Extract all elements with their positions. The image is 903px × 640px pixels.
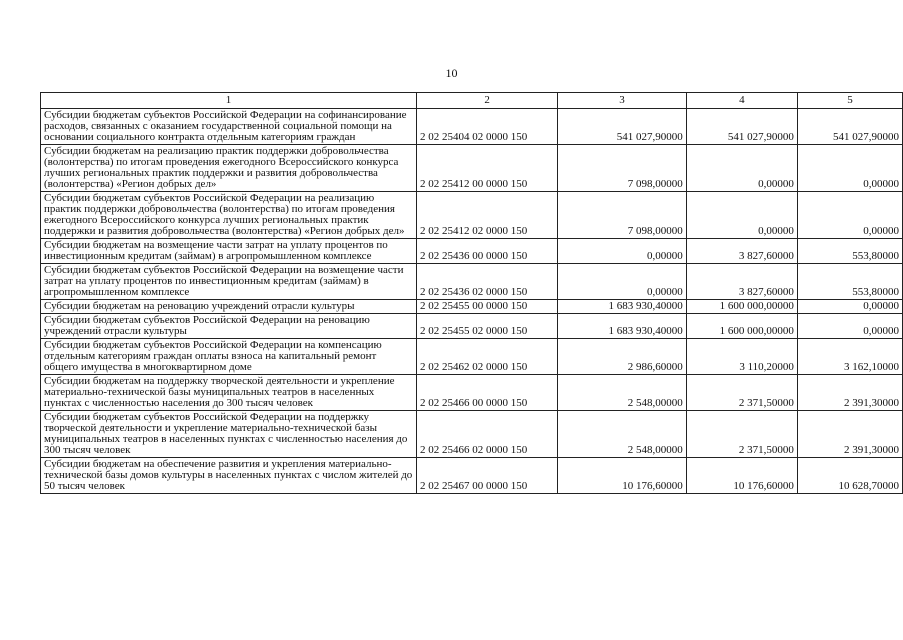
column-header-2: 2 <box>416 93 557 109</box>
row-value-5: 2 391,30000 <box>797 411 902 458</box>
row-name: Субсидии бюджетам субъектов Российской Федерации на реновацию учреждений отрасли культуры <box>41 314 417 339</box>
row-value-3: 1 683 930,40000 <box>558 314 687 339</box>
table-row <box>41 109 903 145</box>
table-row <box>41 300 903 314</box>
row-value-3: 7 098,00000 <box>558 192 687 239</box>
row-code: 2 02 25412 00 0000 150 <box>416 145 557 192</box>
row-name: Субсидии бюджетам субъектов Российской Федерации на софинансирование расходов, связанных с оказанием государственной социальной помощи на основании социального контракта отдельным категориям граждан <box>41 109 417 145</box>
row-value-3: 2 548,00000 <box>558 375 687 411</box>
row-code: 2 02 25466 00 0000 150 <box>416 375 557 411</box>
row-value-5: 0,00000 <box>797 300 902 314</box>
row-value-5: 10 628,70000 <box>797 458 902 494</box>
row-value-5: 0,00000 <box>797 192 902 239</box>
row-value-3: 7 098,00000 <box>558 145 687 192</box>
header-row <box>41 93 903 109</box>
row-value-4: 2 371,50000 <box>686 375 797 411</box>
row-name: Субсидии бюджетам субъектов Российской Федерации на поддержку творческой деятельности и укрепление материально-технической базы муниципальных театров в населенных пунктах с численностью населения до 300 тысяч человек <box>41 411 417 458</box>
row-value-4: 3 827,60000 <box>686 264 797 300</box>
table-row <box>41 375 903 411</box>
table-row <box>41 314 903 339</box>
row-value-5: 553,80000 <box>797 239 902 264</box>
table-row <box>41 239 903 264</box>
row-code: 2 02 25412 02 0000 150 <box>416 192 557 239</box>
table-row <box>41 339 903 375</box>
column-header-5: 5 <box>797 93 902 109</box>
row-value-3: 541 027,90000 <box>558 109 687 145</box>
row-value-4: 0,00000 <box>686 145 797 192</box>
budget-table <box>40 92 903 494</box>
row-name: Субсидии бюджетам на реновацию учреждений отрасли культуры <box>41 300 417 314</box>
row-name: Субсидии бюджетам на реализацию практик поддержки добровольчества (волонтерства) по итогам проведения ежегодного Всероссийского конкурса лучших региональных практик поддержки и развития добровольчества (волонтерства) «Регион добрых дел» <box>41 145 417 192</box>
row-value-4: 10 176,60000 <box>686 458 797 494</box>
row-value-4: 2 371,50000 <box>686 411 797 458</box>
row-value-4: 3 110,20000 <box>686 339 797 375</box>
row-value-3: 10 176,60000 <box>558 458 687 494</box>
row-value-5: 2 391,30000 <box>797 375 902 411</box>
row-code: 2 02 25436 02 0000 150 <box>416 264 557 300</box>
row-name: Субсидии бюджетам на возмещение части затрат на уплату процентов по инвестиционным кредитам (займам) в агропромышленном комплексе <box>41 239 417 264</box>
row-name: Субсидии бюджетам субъектов Российской Федерации на реализацию практик поддержки добровольчества (волонтерства) по итогам проведения ежегодного Всероссийского конкурса лучших региональных практик поддержки и развития добровольчества (волонтерства) «Регион добрых дел» <box>41 192 417 239</box>
row-value-3: 0,00000 <box>558 264 687 300</box>
row-value-3: 1 683 930,40000 <box>558 300 687 314</box>
table-row <box>41 411 903 458</box>
row-value-4: 0,00000 <box>686 192 797 239</box>
row-value-5: 553,80000 <box>797 264 902 300</box>
row-value-5: 3 162,10000 <box>797 339 902 375</box>
row-value-5: 0,00000 <box>797 314 902 339</box>
row-value-4: 1 600 000,00000 <box>686 300 797 314</box>
column-header-3: 3 <box>558 93 687 109</box>
row-code: 2 02 25436 00 0000 150 <box>416 239 557 264</box>
table-row <box>41 145 903 192</box>
row-code: 2 02 25467 00 0000 150 <box>416 458 557 494</box>
row-name: Субсидии бюджетам субъектов Российской Федерации на возмещение части затрат на уплату процентов по инвестиционным кредитам (займам) в агропромышленном комплексе <box>41 264 417 300</box>
row-value-5: 0,00000 <box>797 145 902 192</box>
row-value-4: 3 827,60000 <box>686 239 797 264</box>
column-header-1: 1 <box>41 93 417 109</box>
column-header-4: 4 <box>686 93 797 109</box>
row-code: 2 02 25455 00 0000 150 <box>416 300 557 314</box>
row-code: 2 02 25455 02 0000 150 <box>416 314 557 339</box>
row-code: 2 02 25466 02 0000 150 <box>416 411 557 458</box>
row-value-3: 2 548,00000 <box>558 411 687 458</box>
table-row <box>41 264 903 300</box>
row-name: Субсидии бюджетам субъектов Российской Федерации на компенсацию отдельным категориям граждан оплаты взноса на капитальный ремонт общего имущества в многоквартирном доме <box>41 339 417 375</box>
row-value-4: 541 027,90000 <box>686 109 797 145</box>
row-value-3: 0,00000 <box>558 239 687 264</box>
row-name: Субсидии бюджетам на поддержку творческой деятельности и укрепление материально-технической базы муниципальных театров в населенных пунктах с численностью населения до 300 тысяч человек <box>41 375 417 411</box>
row-value-4: 1 600 000,00000 <box>686 314 797 339</box>
page-number: 10 <box>445 66 458 80</box>
row-name: Субсидии бюджетам на обеспечение развития и укрепления материально-технической базы домов культуры в населенных пунктах с числом жителей до 50 тысяч человек <box>41 458 417 494</box>
row-value-3: 2 986,60000 <box>558 339 687 375</box>
table-row <box>41 458 903 494</box>
table-row <box>41 192 903 239</box>
row-value-5: 541 027,90000 <box>797 109 902 145</box>
row-code: 2 02 25462 02 0000 150 <box>416 339 557 375</box>
row-code: 2 02 25404 02 0000 150 <box>416 109 557 145</box>
